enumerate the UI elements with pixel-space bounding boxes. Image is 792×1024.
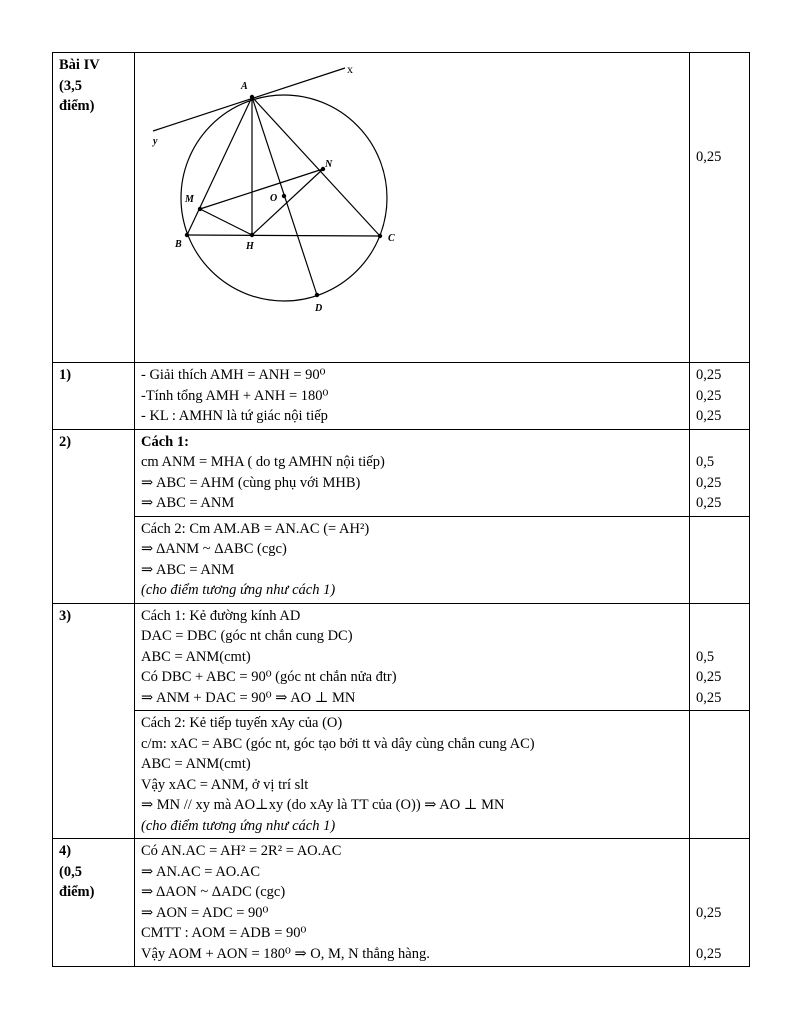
point-label-c: C: [388, 233, 395, 244]
points-value: [696, 841, 743, 862]
content-line: ⇒ AON = ADC = 90⁰: [141, 904, 269, 921]
content-cell: [135, 363, 690, 430]
content-line: Có AN.AC = AH² = 2R² = AO.AC: [141, 843, 342, 859]
points-value: [696, 923, 743, 944]
content-line: Vậy xAC = ANM, ở vị trí slt: [141, 776, 309, 793]
points-value: 0,25: [696, 408, 722, 424]
points-value: 0,25: [696, 149, 722, 165]
content-line: ⇒ ΔANM ~ ΔABC (cgc): [141, 541, 287, 557]
points-value: 0,25: [696, 669, 722, 685]
points-cell: [690, 363, 750, 430]
point-label-o: O: [270, 193, 278, 204]
points-cell: [690, 839, 750, 967]
point-label-h: H: [246, 241, 254, 252]
points-cell: [690, 516, 750, 603]
label-line: 2): [59, 433, 72, 450]
points-value: [696, 882, 743, 903]
content-line: c/m: xAC = ABC (góc nt, góc tạo bởi tt và dây cùng chắn cung AC): [141, 735, 535, 752]
content-line: - Giải thích AMH = ANH = 90⁰: [141, 367, 326, 383]
content-cell: [135, 429, 690, 516]
table-row-3b: [53, 711, 750, 839]
table-row-1: [53, 363, 750, 430]
content-cell: [135, 516, 690, 603]
points-value: [696, 432, 743, 453]
label-cell: [53, 53, 135, 363]
points-value: [696, 862, 743, 883]
content-cell: [135, 839, 690, 967]
points-cell: [690, 603, 750, 711]
point-label-n: N: [325, 159, 333, 170]
content-line: ABC = ANM(cmt): [141, 648, 251, 665]
content-line: ⇒ ABC = ANM: [141, 561, 235, 578]
points-value: 0,25: [696, 367, 722, 383]
content-line: cm ANM = MHA ( do tg AMHN nội tiếp): [141, 454, 385, 470]
label-line: Bài IV: [59, 57, 100, 73]
table-row-header: [53, 53, 750, 363]
geometry-figure: [145, 61, 405, 331]
label-line: (0,5: [59, 863, 82, 880]
label-line: điểm): [59, 884, 95, 900]
table-row-2b: [53, 516, 750, 603]
content-line: Vậy AOM + AON = 180⁰ ⇒ O, M, N thẳng hàng.: [141, 945, 430, 962]
points-value: 0,25: [696, 945, 722, 962]
points-value: 0,25: [696, 387, 722, 404]
label-line: điểm): [59, 98, 95, 114]
point-label-m: M: [185, 194, 194, 205]
points-cell: [690, 429, 750, 516]
content-line: ⇒ ABC = AHM (cùng phụ với MHB): [141, 474, 361, 491]
content-line: ⇒ MN // xy mà AO⊥xy (do xAy là TT của (O)) ⇒ AO ⊥ MN: [141, 797, 505, 813]
point-label-a: A: [241, 81, 248, 92]
content-line: -Tính tổng AMH + ANH = 180⁰: [141, 387, 329, 404]
content-line: ⇒ ΔAON ~ ΔADC (cgc): [141, 884, 286, 900]
label-cell: [53, 603, 135, 839]
label-cell: [53, 839, 135, 967]
point-label-y: y: [153, 136, 158, 147]
label-cell: [53, 429, 135, 603]
answer-table-container: [52, 52, 750, 967]
content-line: Cách 1: Kẻ đường kính AD: [141, 607, 301, 624]
content-line: ⇒ AN.AC = AO.AC: [141, 863, 261, 880]
content-line: ABC = ANM(cmt): [141, 756, 251, 772]
points-cell: [690, 53, 750, 363]
content-line: (cho điểm tương ứng như cách 1): [141, 817, 336, 834]
content-line: Cách 2: Kẻ tiếp tuyến xAy của (O): [141, 715, 343, 731]
table-row-3a: [53, 603, 750, 711]
content-line: - KL : AMHN là tứ giác nội tiếp: [141, 408, 328, 424]
points-value: 0,5: [696, 454, 715, 470]
content-line: Có DBC + ABC = 90⁰ (góc nt chắn nửa đtr): [141, 669, 397, 685]
points-value: 0,25: [696, 904, 722, 921]
figure-cell: [135, 53, 690, 363]
answer-table: [52, 52, 750, 967]
points-value: [696, 626, 743, 647]
points-value: 0,25: [696, 495, 722, 511]
table-row-2a: [53, 429, 750, 516]
point-label-b: B: [175, 239, 182, 250]
label-cell: [53, 363, 135, 430]
label-line: 3): [59, 607, 72, 624]
content-line: ⇒ ANM + DAC = 90⁰ ⇒ AO ⊥ MN: [141, 689, 356, 706]
content-line: CMTT : AOM = ADB = 90⁰: [141, 925, 307, 941]
point-label-d: D: [315, 303, 323, 314]
table-row-4: [53, 839, 750, 967]
points-value: 0,5: [696, 648, 715, 665]
content-line: (cho điểm tương ứng như cách 1): [141, 582, 336, 598]
label-line: (3,5: [59, 77, 82, 94]
content-line: ⇒ ABC = ANM: [141, 495, 235, 511]
points-cell: [690, 711, 750, 839]
content-line: DAC = DBC (góc nt chắn cung DC): [141, 628, 353, 644]
content-line: Cách 1:: [141, 433, 189, 450]
content-cell: [135, 603, 690, 711]
points-value: [696, 606, 743, 627]
content-cell: [135, 711, 690, 839]
label-line: 4): [59, 843, 72, 859]
points-value: 0,25: [696, 474, 722, 491]
content-line: Cách 2: Cm AM.AB = AN.AC (= AH²): [141, 520, 370, 537]
point-label-x: x: [347, 62, 353, 76]
points-value: 0,25: [696, 689, 722, 706]
label-line: 1): [59, 367, 72, 383]
